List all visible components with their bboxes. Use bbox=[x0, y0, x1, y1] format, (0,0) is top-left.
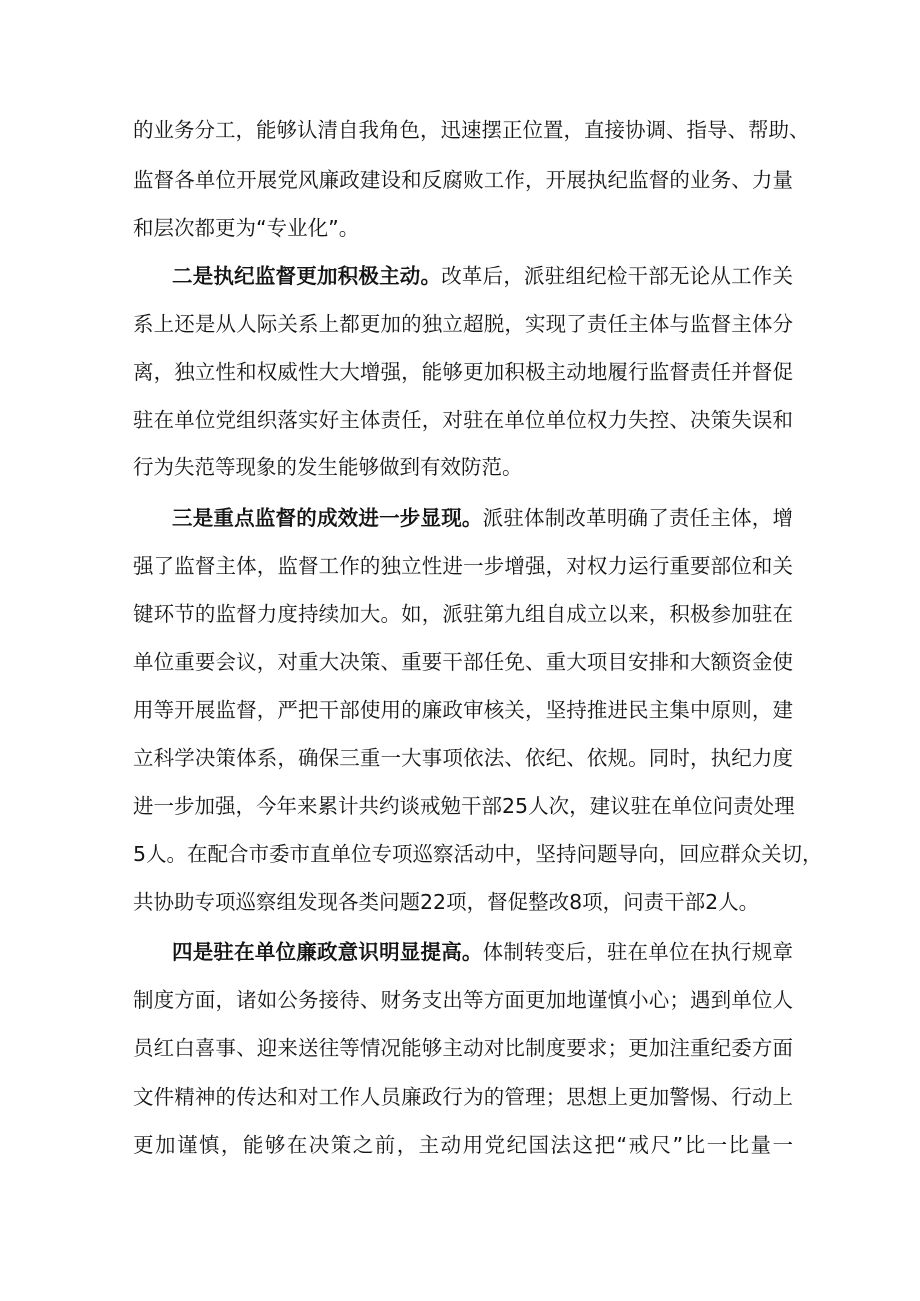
paragraph-4-line-4: 文件精神的传达和对工作人员廉政行为的管理；思想上更加警惕、行动上 bbox=[133, 1085, 793, 1109]
paragraph-1-line-1: 的业务分工，能够认清自我角色，迅速摆正位置，直接协调、指导、帮助、 bbox=[133, 118, 810, 142]
paragraph-4-line-3: 员红白喜事、迎来送往等情况能够主动对比制度要求；更加注重纪委方面 bbox=[133, 1036, 793, 1060]
paragraph-3-line-7: 进一步加强，今年来累计共约谈戒勉干部25人次，建议驻在单位问责处理 bbox=[133, 794, 795, 818]
paragraph-2-line-3: 离，独立性和权威性大大增强，能够更加积极主动地履行监督责任并督促 bbox=[133, 360, 793, 384]
paragraph-3-line-4: 单位重要会议，对重大决策、重要干部任免、重大项目安排和大额资金使 bbox=[133, 650, 793, 674]
paragraph-3-line-9: 共协助专项巡察组发现各类问题22项，督促整改8项，问责干部2人。 bbox=[133, 890, 760, 914]
paragraph-4-line-1 bbox=[172, 932, 793, 972]
paragraph-2-line-4: 驻在单位党组织落实好主体责任，对驻在单位单位权力失控、决策失误和 bbox=[133, 408, 793, 432]
paragraph-1-line-3: 和层次都更为“专业化”。 bbox=[133, 216, 360, 240]
paragraph-3-line-2: 强了监督主体，监督工作的独立性进一步增强，对权力运行重要部位和关 bbox=[133, 554, 793, 578]
paragraph-2-line-1 bbox=[172, 256, 793, 296]
paragraph-2-line-5: 行为失范等现象的发生能够做到有效防范。 bbox=[133, 455, 523, 479]
paragraph-2-first-line-text: 改革后，派驻组纪检干部无论从工作关 bbox=[441, 264, 794, 288]
paragraph-3-first-line-text: 派驻体制改革明确了责任主体，增 bbox=[482, 506, 794, 530]
paragraph-3-line-8: 5人。在配合市委市直单位专项巡察活动中，坚持问题导向，回应群众关切， bbox=[133, 842, 823, 866]
paragraph-4-line-5: 更加谨慎，能够在决策之前，主动用党纪国法这把“戒尺”比一比量一 bbox=[133, 1133, 793, 1157]
paragraph-3-line-6: 立科学决策体系，确保三重一大事项依法、依纪、依规。同时，执纪力度 bbox=[133, 746, 793, 770]
paragraph-2-line-2: 系上还是从人际关系上都更加的独立超脱，实现了责任主体与监督主体分 bbox=[133, 312, 793, 336]
paragraph-4-heading: 四是驻在单位廉政意识明显提高。 bbox=[172, 940, 483, 964]
paragraph-3-line-5: 用等开展监督，严把干部使用的廉政审核关，坚持推进民主集中原则，建 bbox=[133, 698, 793, 722]
paragraph-4-line-2: 制度方面，诸如公务接待、财务支出等方面更加地谨慎小心；遇到单位人 bbox=[133, 988, 793, 1012]
paragraph-2-heading: 二是执纪监督更加积极主动。 bbox=[172, 264, 442, 288]
paragraph-1-line-2: 监督各单位开展党风廉政建设和反腐败工作，开展执纪监督的业务、力量 bbox=[133, 168, 793, 192]
paragraph-3-line-1 bbox=[172, 498, 793, 538]
paragraph-3-heading: 三是重点监督的成效进一步显现。 bbox=[172, 506, 483, 530]
paragraph-3-line-3: 键环节的监督力度持续加大。如，派驻第九组自成立以来，积极参加驻在 bbox=[133, 602, 793, 626]
paragraph-4-first-line-text: 体制转变后，驻在单位在执行规章 bbox=[482, 940, 794, 964]
